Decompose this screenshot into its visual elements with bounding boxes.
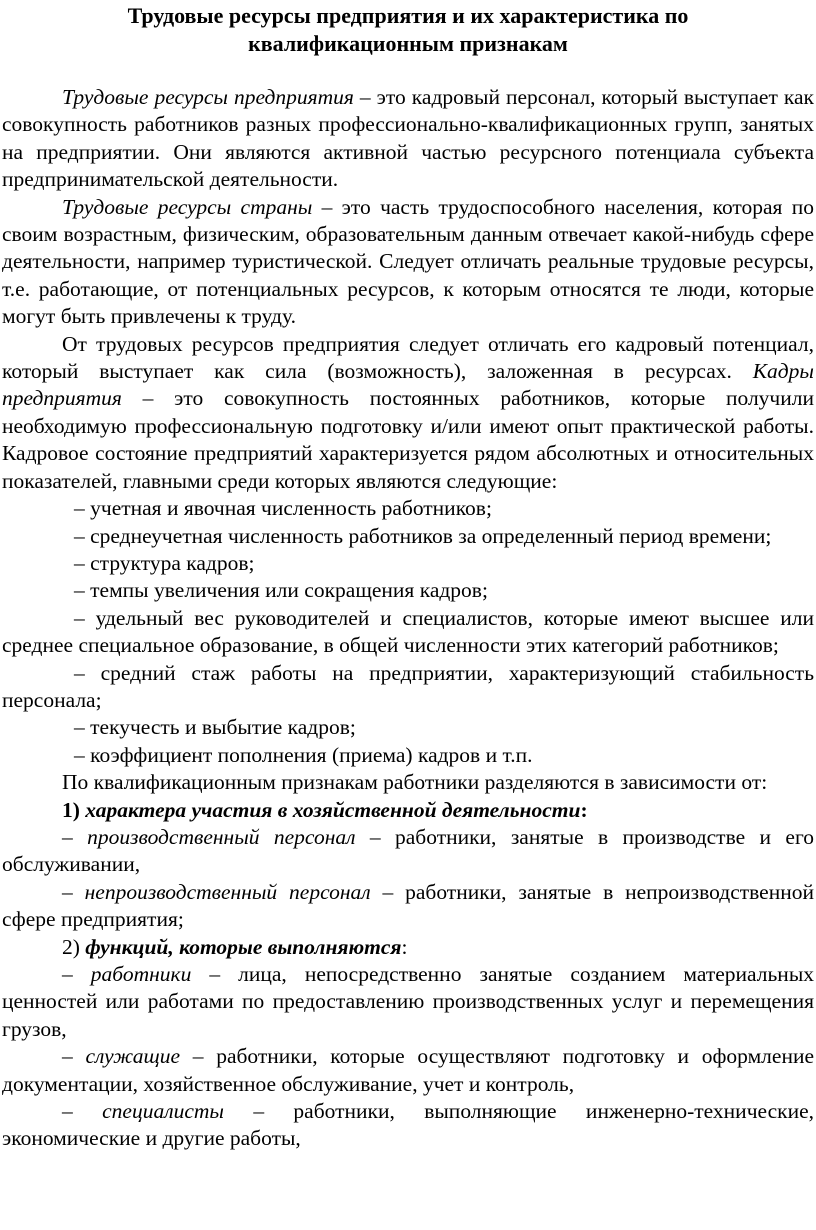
definition-specialists: – работники, выполняющие инженерно-технические, экономические и другие работы, xyxy=(2,1099,814,1151)
paragraph-personnel xyxy=(2,331,814,495)
term-production-staff: производственный персонал xyxy=(87,824,356,849)
list-item xyxy=(2,961,814,1043)
section-heading-text: функций, которые выполняются xyxy=(85,934,402,959)
section-heading-text: характера участия в хозяйственной деятельности xyxy=(85,797,581,822)
list-item: – среднеучетная численность работников за определенный период времени; xyxy=(74,523,772,548)
dash: – xyxy=(62,1044,86,1069)
list-item xyxy=(2,824,814,879)
paragraph-enterprise-resources xyxy=(2,84,814,194)
definition-workers: – лица, непосредственно занятые созданием материальных ценностей или работами по предоставлению производственных услуг и перемещения грузов, xyxy=(2,962,815,1041)
classification-intro: По квалификационным признакам работники разделяются в зависимости от: xyxy=(62,770,768,795)
list-item: – удельный вес руководителей и специалистов, которые имеют высшее или среднее специальное образование, в общей численности этих категорий работников; xyxy=(2,605,814,658)
dash: – xyxy=(62,962,91,986)
definition-nonproduction-staff: – работники, занятые в непроизводственной сфере предприятия; xyxy=(2,879,814,932)
section-number: 1) xyxy=(62,797,86,822)
list-item: – коэффициент пополнения (приема) кадров и т.п. xyxy=(74,742,533,767)
definition-country-resources: – это часть трудоспособного населения, которая по своим возрастным, физическим, образовательным данным отвечает какой-нибудь сфере деятельности, например туристической. Следует отличать реальные трудовые ресурсы, т.е. работающие, от потенциальных ресурсов, к которым относятся те люди, которые могут быть привлечены к труду. xyxy=(2,194,815,329)
definition-enterprise-resources: – это кадровый персонал, который выступает как совокупность работников разных профессионально-квалификационных групп, занятых на предприятии. Они являются активной частью ресурсного потенциала субъекта предпринимательской деятельности. xyxy=(2,85,814,192)
section-number: 2) xyxy=(62,934,86,959)
list-item: – учетная и явочная численность работников; xyxy=(74,496,492,521)
list-item xyxy=(2,1098,814,1153)
term-specialists: специалисты xyxy=(102,1099,224,1124)
term-workers: работники xyxy=(90,962,192,986)
section-heading-functions xyxy=(2,934,814,961)
definition-personnel: – это совокупность постоянных работников, которые получили необходимую профессиональную подготовку и/или имеют опыт практической работы. Кадровое состояние предприятий характеризуется рядом абсолютных и относительных показателей, главными среди которых являются следующие: xyxy=(2,386,814,493)
section-colon: : xyxy=(580,797,588,822)
dash: – xyxy=(62,879,85,904)
section-heading-participation xyxy=(2,797,814,824)
term-enterprise-resources: Трудовые ресурсы предприятия xyxy=(62,85,354,109)
list-item xyxy=(2,879,814,934)
dash: – xyxy=(62,824,88,849)
term-personnel: Кадры предприятия xyxy=(2,359,814,411)
list-item: – структура кадров; xyxy=(74,550,255,575)
section-colon: : xyxy=(401,934,408,959)
title-line-2: квалификационным признакам xyxy=(248,31,568,56)
definition-production-staff: – работники, занятые в производстве и его обслуживании, xyxy=(2,824,814,877)
list-item: – темпы увеличения или сокращения кадров; xyxy=(74,578,488,603)
page-title xyxy=(2,2,814,58)
list-item xyxy=(2,1043,814,1098)
term-country-resources: Трудовые ресурсы страны xyxy=(62,194,313,219)
list-item: – текучесть и выбытие кадров; xyxy=(74,715,356,740)
definition-employees: – работники, которые осуществляют подготовку и оформление документации, хозяйственное обслуживание, учет и контроль, xyxy=(2,1044,815,1096)
personnel-intro: От трудовых ресурсов предприятия следует отличать его кадровый потенциал, который выступает как сила (возможность), заложенная в ресурсах. xyxy=(2,331,814,384)
list-item: – средний стаж работы на предприятии, характеризующий стабильность персонала; xyxy=(2,660,814,712)
title-line-1: Трудовые ресурсы предприятия и их характеристика по xyxy=(127,3,689,28)
term-employees: служащие xyxy=(85,1044,181,1069)
term-nonproduction-staff: непроизводственный персонал xyxy=(84,879,371,904)
paragraph-country-resources xyxy=(2,194,814,331)
dash: – xyxy=(62,1099,103,1124)
